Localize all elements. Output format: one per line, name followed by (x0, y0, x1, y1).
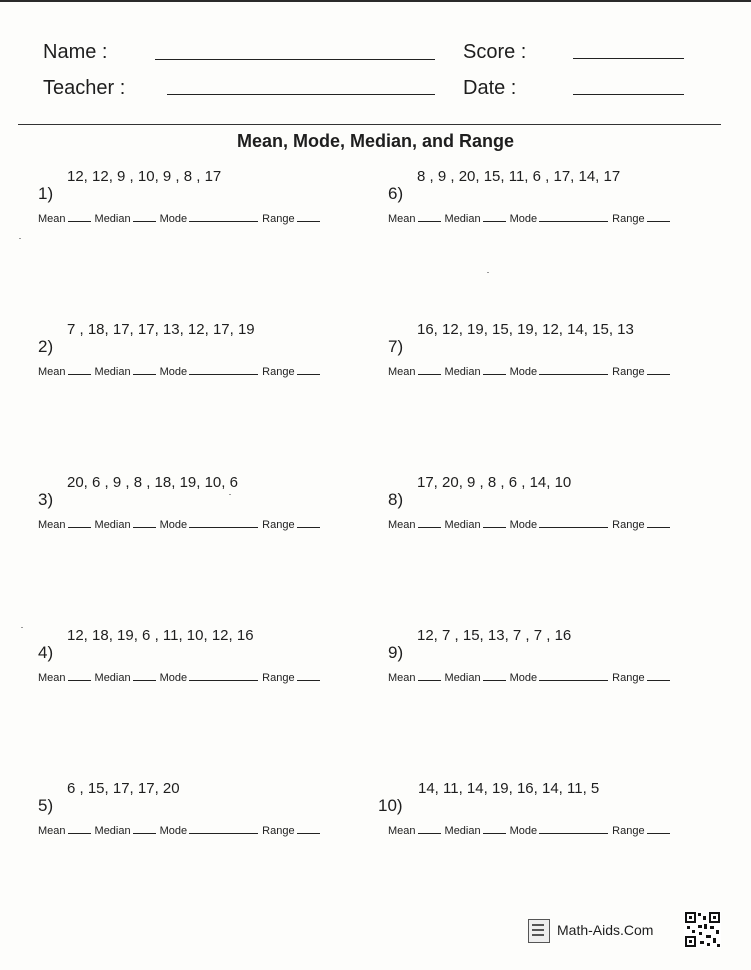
name-line (155, 59, 435, 60)
range-blank[interactable] (647, 365, 670, 375)
header-separator (18, 124, 721, 125)
range-label: Range (262, 825, 295, 837)
mean-label: Mean (38, 672, 66, 684)
range-blank[interactable] (297, 212, 320, 222)
problem-values: 6 , 15, 17, 17, 20 (67, 780, 180, 797)
median-blank[interactable] (133, 365, 156, 375)
median-blank[interactable] (483, 212, 506, 222)
mean-blank[interactable] (418, 365, 441, 375)
mode-label: Mode (159, 825, 188, 837)
problem-values: 20, 6 , 9 , 8 , 18, 19, 10, 6 (67, 474, 238, 491)
scan-speck (487, 272, 489, 273)
mode-blank[interactable] (189, 824, 258, 834)
mean-label: Mean (38, 366, 66, 378)
median-label: Median (444, 519, 481, 531)
teacher-label: Teacher : (43, 77, 126, 99)
mode-blank[interactable] (189, 518, 258, 528)
range-label: Range (612, 519, 645, 531)
mean-blank[interactable] (418, 212, 441, 222)
mode-blank[interactable] (539, 824, 608, 834)
problem-values: 7 , 18, 17, 17, 13, 12, 17, 19 (67, 321, 255, 338)
median-blank[interactable] (483, 671, 506, 681)
range-label: Range (262, 366, 295, 378)
score-label: Score : (463, 41, 527, 63)
mean-blank[interactable] (68, 824, 91, 834)
mean-blank[interactable] (418, 824, 441, 834)
range-blank[interactable] (297, 671, 320, 681)
problem-number: 2) (38, 337, 54, 356)
mode-label: Mode (509, 672, 538, 684)
mode-blank[interactable] (539, 671, 608, 681)
problem-5 (38, 780, 378, 860)
range-label: Range (262, 519, 295, 531)
mode-label: Mode (159, 213, 188, 225)
range-blank[interactable] (297, 518, 320, 528)
range-blank[interactable] (647, 824, 670, 834)
problem-9 (388, 627, 728, 707)
scan-speck (19, 238, 21, 239)
median-label: Median (94, 366, 131, 378)
median-blank[interactable] (483, 824, 506, 834)
problem-number: 10) (378, 796, 403, 815)
worksheet-icon (528, 919, 550, 943)
problem-values: 12, 12, 9 , 10, 9 , 8 , 17 (67, 168, 222, 185)
problem-values: 12, 18, 19, 6 , 11, 10, 12, 16 (67, 627, 254, 644)
mean-blank[interactable] (68, 212, 91, 222)
mode-blank[interactable] (539, 518, 608, 528)
scan-speck (21, 627, 23, 628)
mean-blank[interactable] (68, 671, 91, 681)
answer-row (388, 671, 674, 684)
median-label: Median (94, 825, 131, 837)
mean-label: Mean (388, 672, 416, 684)
problem-number: 8) (388, 490, 404, 509)
range-label: Range (612, 213, 645, 225)
problem-number: 6) (388, 184, 404, 203)
problem-7 (388, 321, 728, 401)
mean-blank[interactable] (68, 518, 91, 528)
answer-row (38, 518, 324, 531)
mode-label: Mode (509, 519, 538, 531)
problem-values: 12, 7 , 15, 13, 7 , 7 , 16 (417, 627, 572, 644)
answer-row (38, 365, 324, 378)
problem-3 (38, 474, 378, 554)
mode-blank[interactable] (539, 365, 608, 375)
mean-label: Mean (388, 213, 416, 225)
date-label: Date : (463, 77, 517, 99)
problem-number: 7) (388, 337, 404, 356)
median-blank[interactable] (483, 365, 506, 375)
range-blank[interactable] (647, 518, 670, 528)
mean-blank[interactable] (68, 365, 91, 375)
problem-number: 3) (38, 490, 54, 509)
problem-number: 9) (388, 643, 404, 662)
problem-values: 16, 12, 19, 15, 19, 12, 14, 15, 13 (417, 321, 634, 338)
answer-row (38, 671, 324, 684)
top-border (0, 0, 751, 2)
median-blank[interactable] (483, 518, 506, 528)
mode-label: Mode (159, 366, 188, 378)
site-credit: Math-Aids.Com (557, 922, 654, 938)
problem-8 (388, 474, 728, 554)
mean-label: Mean (388, 825, 416, 837)
mean-label: Mean (38, 213, 66, 225)
range-label: Range (612, 825, 645, 837)
mode-label: Mode (159, 519, 188, 531)
median-label: Median (444, 366, 481, 378)
median-blank[interactable] (133, 671, 156, 681)
score-line (573, 58, 684, 59)
date-line (573, 94, 684, 95)
mean-blank[interactable] (418, 671, 441, 681)
median-blank[interactable] (133, 212, 156, 222)
median-label: Median (444, 213, 481, 225)
scan-speck (229, 494, 231, 495)
median-label: Median (94, 519, 131, 531)
range-label: Range (612, 672, 645, 684)
mode-blank[interactable] (539, 212, 608, 222)
answer-row (388, 365, 674, 378)
range-blank[interactable] (297, 365, 320, 375)
problem-2 (38, 321, 378, 401)
median-label: Median (94, 213, 131, 225)
problem-values: 8 , 9 , 20, 15, 11, 6 , 17, 14, 17 (417, 168, 621, 185)
problem-1 (38, 168, 378, 248)
mean-blank[interactable] (418, 518, 441, 528)
mode-label: Mode (159, 672, 188, 684)
problem-number: 4) (38, 643, 54, 662)
answer-row (388, 824, 674, 837)
range-label: Range (262, 672, 295, 684)
mean-label: Mean (388, 519, 416, 531)
mode-label: Mode (509, 213, 538, 225)
problem-values: 17, 20, 9 , 8 , 6 , 14, 10 (417, 474, 572, 491)
mode-label: Mode (509, 366, 538, 378)
problem-number: 5) (38, 796, 54, 815)
range-label: Range (612, 366, 645, 378)
mode-blank[interactable] (189, 212, 258, 222)
mean-label: Mean (38, 519, 66, 531)
problem-number: 1) (38, 184, 54, 203)
answer-row (38, 824, 324, 837)
range-blank[interactable] (297, 824, 320, 834)
answer-row (38, 212, 324, 225)
problem-4 (38, 627, 378, 707)
mean-label: Mean (38, 825, 66, 837)
median-blank[interactable] (133, 824, 156, 834)
teacher-line (167, 94, 435, 95)
problem-values: 14, 11, 14, 19, 16, 14, 11, 5 (418, 780, 600, 797)
mode-blank[interactable] (189, 365, 258, 375)
mode-blank[interactable] (189, 671, 258, 681)
answer-row (388, 212, 674, 225)
mode-label: Mode (509, 825, 538, 837)
qr-code-icon (684, 911, 721, 948)
median-label: Median (444, 825, 481, 837)
median-label: Median (444, 672, 481, 684)
range-blank[interactable] (647, 212, 670, 222)
mean-label: Mean (388, 366, 416, 378)
problem-6 (388, 168, 728, 248)
worksheet-title: Mean, Mode, Median, and Range (236, 131, 515, 151)
median-blank[interactable] (133, 518, 156, 528)
median-label: Median (94, 672, 131, 684)
range-blank[interactable] (647, 671, 670, 681)
answer-row (388, 518, 674, 531)
name-label: Name : (43, 41, 108, 63)
range-label: Range (262, 213, 295, 225)
problem-10 (378, 780, 728, 860)
